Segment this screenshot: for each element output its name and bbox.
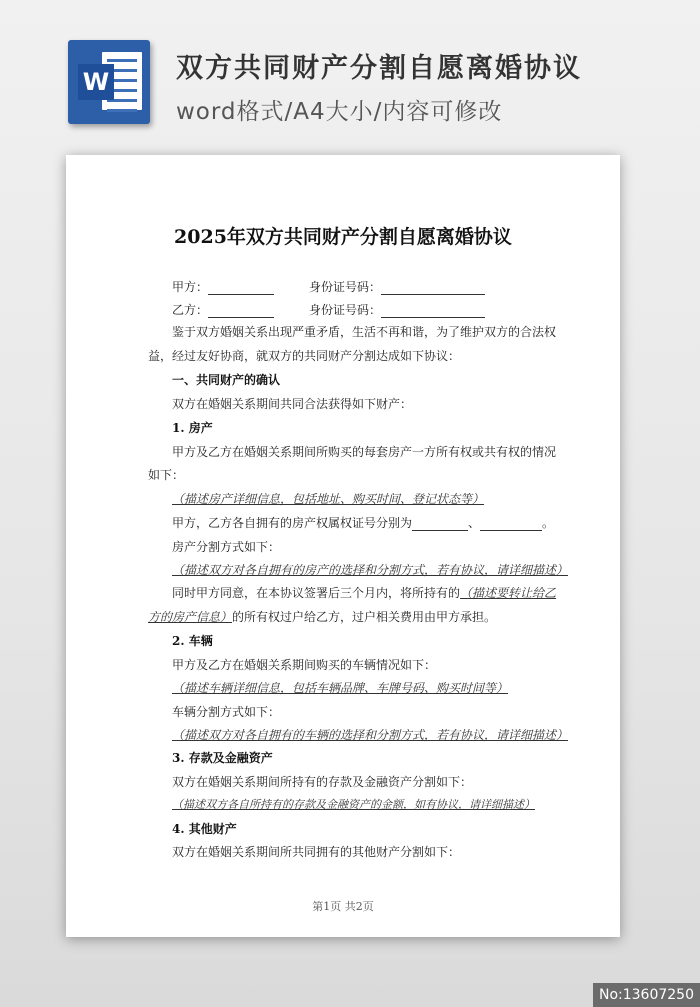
word-document-icon	[68, 40, 150, 124]
house-cert-end: 。	[542, 516, 555, 530]
house-detail-fill[interactable]: （描述房产详细信息，包括地址、购买时间、登记状态等）	[172, 492, 485, 506]
intro-line-1: 鉴于双方婚姻关系出现严重矛盾，生活不再和谐，为了维护双方的合法权	[172, 325, 557, 339]
banner-subtitle: word格式/A4大小/内容可修改	[176, 99, 503, 125]
party-a-blank[interactable]	[208, 282, 274, 295]
section-1-heading: 一、共同财产的确认	[172, 373, 281, 387]
car-text: 甲方及乙方在婚姻关系期间购买的车辆情况如下：	[172, 658, 437, 672]
house-transfer-fill-2[interactable]: 方的房产信息）	[148, 610, 233, 624]
house-split-fill[interactable]: （描述双方对各自拥有的房产的选择和分割方式，若有协议，请详细描述）	[172, 563, 569, 577]
house-cert-text: 甲方，乙方各自拥有的房产权属权证号分别为	[172, 516, 413, 530]
deposit-fill[interactable]: （描述双方各自所持有的存款及金融资产的金额，如有协议，请详细描述）	[172, 798, 535, 811]
deposit-text: 双方在婚姻关系期间所持有的存款及金融资产分割如下：	[172, 775, 473, 789]
house-transfer-text: 同时甲方同意，在本协议签署后三个月内，将所持有的	[172, 586, 461, 600]
house-split-label: 房产分割方式如下：	[172, 540, 281, 554]
other-text: 双方在婚姻关系期间所共同拥有的其他财产分割如下：	[172, 845, 461, 859]
party-b-id-blank[interactable]	[381, 305, 485, 318]
party-a-label: 甲方：	[172, 280, 209, 294]
deposit-heading: 3. 存款及金融资产	[172, 751, 273, 765]
party-b-blank[interactable]	[208, 305, 274, 318]
house-transfer-text-2: 的所有权过户给乙方，过户相关费用由甲方承担。	[232, 610, 497, 624]
party-b-label: 乙方：	[172, 303, 209, 317]
house-cert-separator: 、	[468, 516, 481, 530]
document-page	[66, 155, 620, 937]
house-cert-blank-a[interactable]	[412, 518, 468, 531]
house-transfer-fill-1[interactable]: （描述要转让给乙	[460, 586, 557, 600]
house-cert-blank-b[interactable]	[480, 518, 542, 531]
image-code-badge: No:13607250	[593, 983, 700, 1007]
car-split-label: 车辆分割方式如下：	[172, 705, 281, 719]
house-text-2: 如下：	[148, 468, 185, 482]
page-footer: 第1页 共2页	[312, 900, 374, 913]
party-b-id-line	[309, 301, 485, 318]
other-heading: 4. 其他财产	[172, 822, 237, 836]
house-transfer-line-2	[148, 608, 496, 625]
car-split-fill[interactable]: （描述双方对各自拥有的车辆的选择和分割方式，若有协议，请详细描述）	[172, 728, 569, 742]
house-heading: 1. 房产	[172, 421, 213, 435]
car-heading: 2. 车辆	[172, 634, 213, 648]
party-b-line	[172, 301, 274, 318]
house-transfer-line-1	[172, 584, 556, 601]
party-b-id-label: 身份证号码：	[309, 303, 382, 317]
party-a-id-line	[309, 278, 485, 295]
party-a-line	[172, 278, 274, 295]
banner-title: 双方共同财产分割自愿离婚协议	[176, 53, 582, 84]
document-title: 2025年双方共同财产分割自愿离婚协议	[174, 226, 512, 248]
section-1-text: 双方在婚姻关系期间共同合法获得如下财产：	[172, 397, 413, 411]
car-detail-fill[interactable]: （描述车辆详细信息，包括车辆品牌、车牌号码、购买时间等）	[172, 681, 509, 695]
party-a-id-blank[interactable]	[381, 282, 485, 295]
intro-line-2: 益，经过友好协商，就双方的共同财产分割达成如下协议：	[148, 349, 461, 363]
house-cert-line	[172, 514, 554, 531]
house-text-1: 甲方及乙方在婚姻关系期间所购买的每套房产一方所有权或共有权的情况	[172, 445, 557, 459]
party-a-id-label: 身份证号码：	[309, 280, 382, 294]
word-letter: W	[78, 64, 114, 100]
